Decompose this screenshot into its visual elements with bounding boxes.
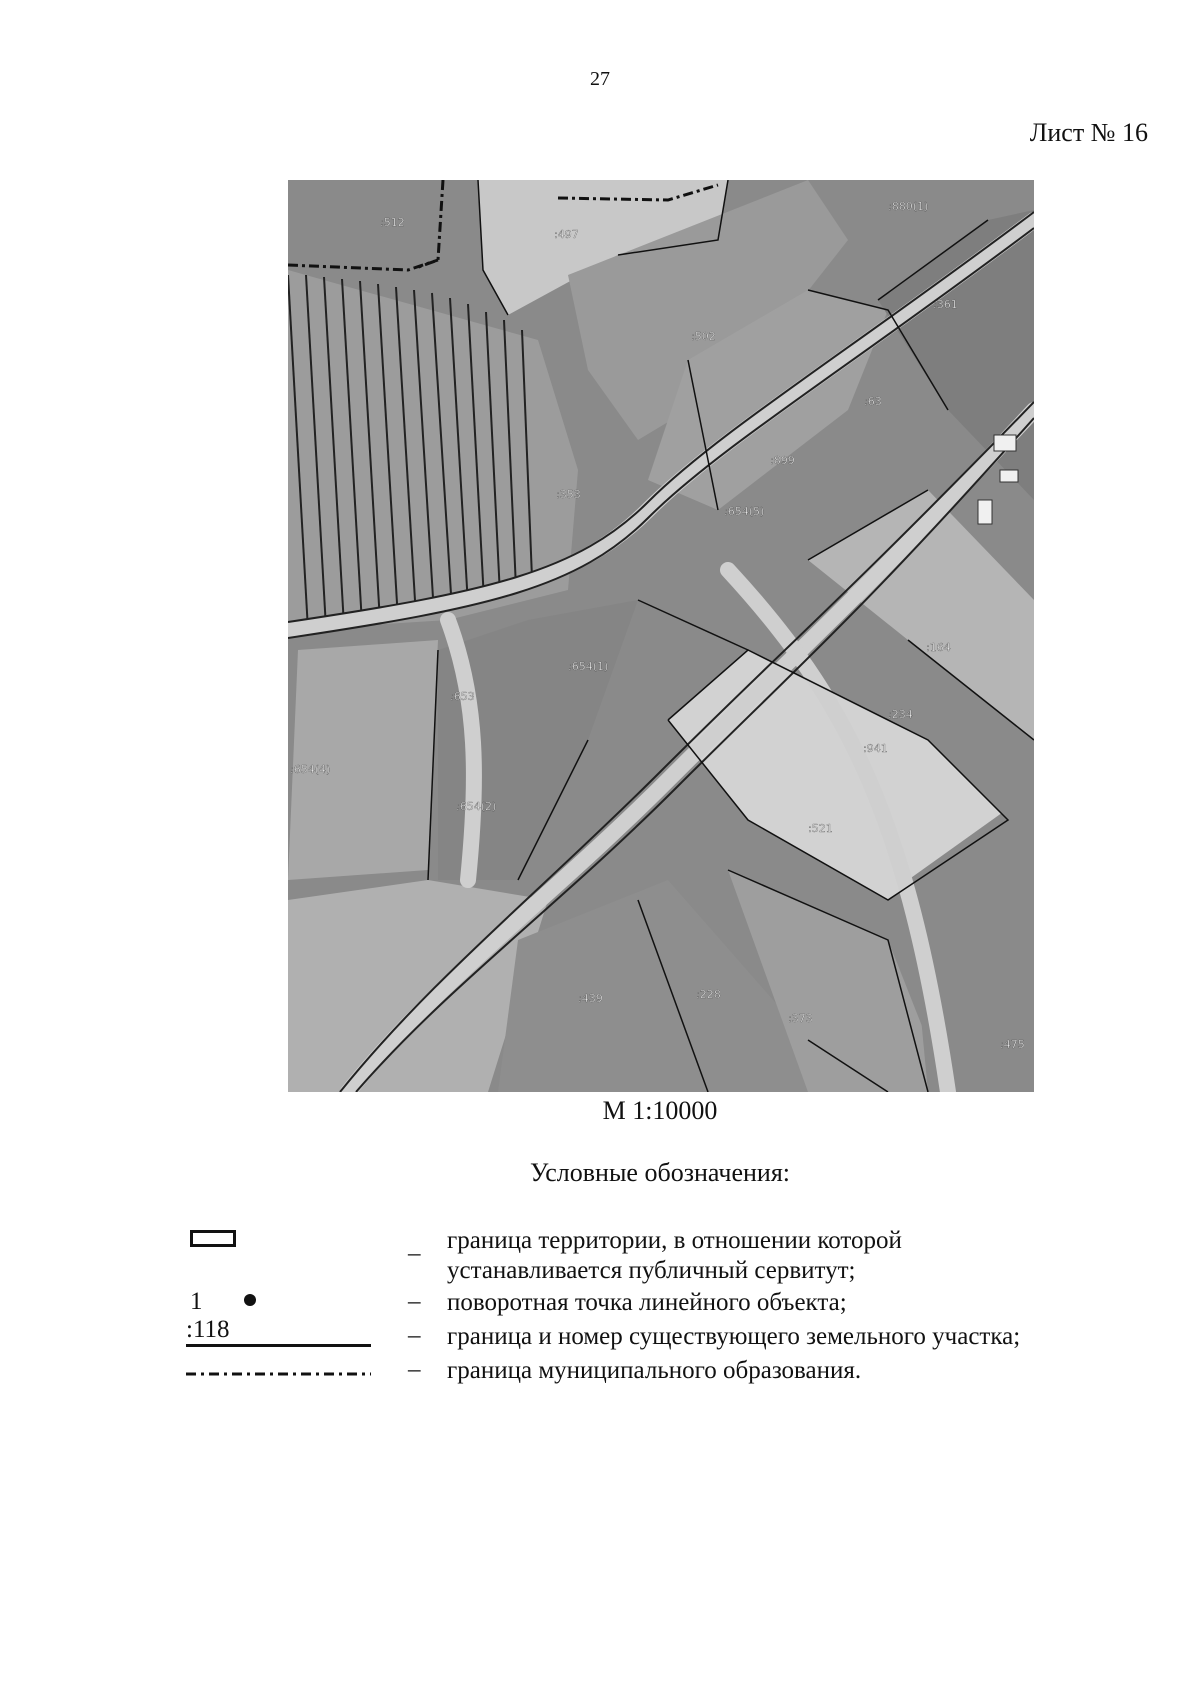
parcel-label: :63 bbox=[864, 395, 882, 408]
legend-dash: – bbox=[408, 1288, 421, 1315]
legend-dash: – bbox=[408, 1322, 421, 1349]
parcel-label: :899 bbox=[770, 454, 795, 467]
parcel-label: :234 bbox=[888, 708, 913, 721]
parcel-label: :512 bbox=[380, 216, 405, 229]
cadastral-map bbox=[288, 180, 1034, 1092]
legend-dash: – bbox=[408, 1356, 421, 1383]
dot-icon bbox=[244, 1294, 256, 1306]
parcel-label: :654(2) bbox=[456, 800, 497, 813]
parcel-label: :502 bbox=[691, 330, 716, 343]
solid-line-icon bbox=[186, 1344, 371, 1347]
parcel-label: :475 bbox=[1000, 1038, 1025, 1051]
parcel-label: :880(1) bbox=[888, 200, 929, 213]
rectangle-icon bbox=[190, 1230, 236, 1247]
legend-text: поворотная точка линейного объекта; bbox=[447, 1289, 847, 1316]
point-number: 1 bbox=[190, 1288, 203, 1315]
page-number: 27 bbox=[590, 68, 610, 90]
parcel-label: :654(4) bbox=[290, 763, 331, 776]
legend-dash: – bbox=[408, 1240, 421, 1267]
legend-title: Условные обозначения: bbox=[529, 1158, 791, 1187]
parcel-label: :164 bbox=[926, 641, 951, 654]
parcel-label: :521 bbox=[808, 822, 833, 835]
parcel-label: :941 bbox=[863, 742, 888, 755]
dash-dot-line-icon bbox=[186, 1372, 371, 1376]
parcel-label: :654(5) bbox=[724, 505, 765, 518]
map-image bbox=[288, 180, 1034, 1092]
parcel-number: :118 bbox=[186, 1316, 230, 1343]
parcel-label: :373 bbox=[788, 1012, 813, 1025]
parcel-label: :654(1) bbox=[568, 660, 609, 673]
legend-text: граница муниципального образования. bbox=[447, 1357, 862, 1384]
map-scale: М 1:10000 bbox=[602, 1096, 718, 1125]
parcel-label: :497 bbox=[554, 228, 579, 241]
parcel-label: :439 bbox=[578, 992, 603, 1005]
parcel-label: :228 bbox=[696, 988, 721, 1001]
sheet-label: Лист № 16 bbox=[1029, 118, 1148, 147]
parcel-label: :361 bbox=[933, 298, 958, 311]
legend-text: граница территории, в отношении которой устанавливается публичный сервитут; bbox=[447, 1227, 902, 1284]
parcel-label: :353 bbox=[556, 488, 581, 501]
legend-text: граница и номер существующего земельного участка; bbox=[447, 1323, 1021, 1350]
parcel-label: :653 bbox=[450, 690, 475, 703]
